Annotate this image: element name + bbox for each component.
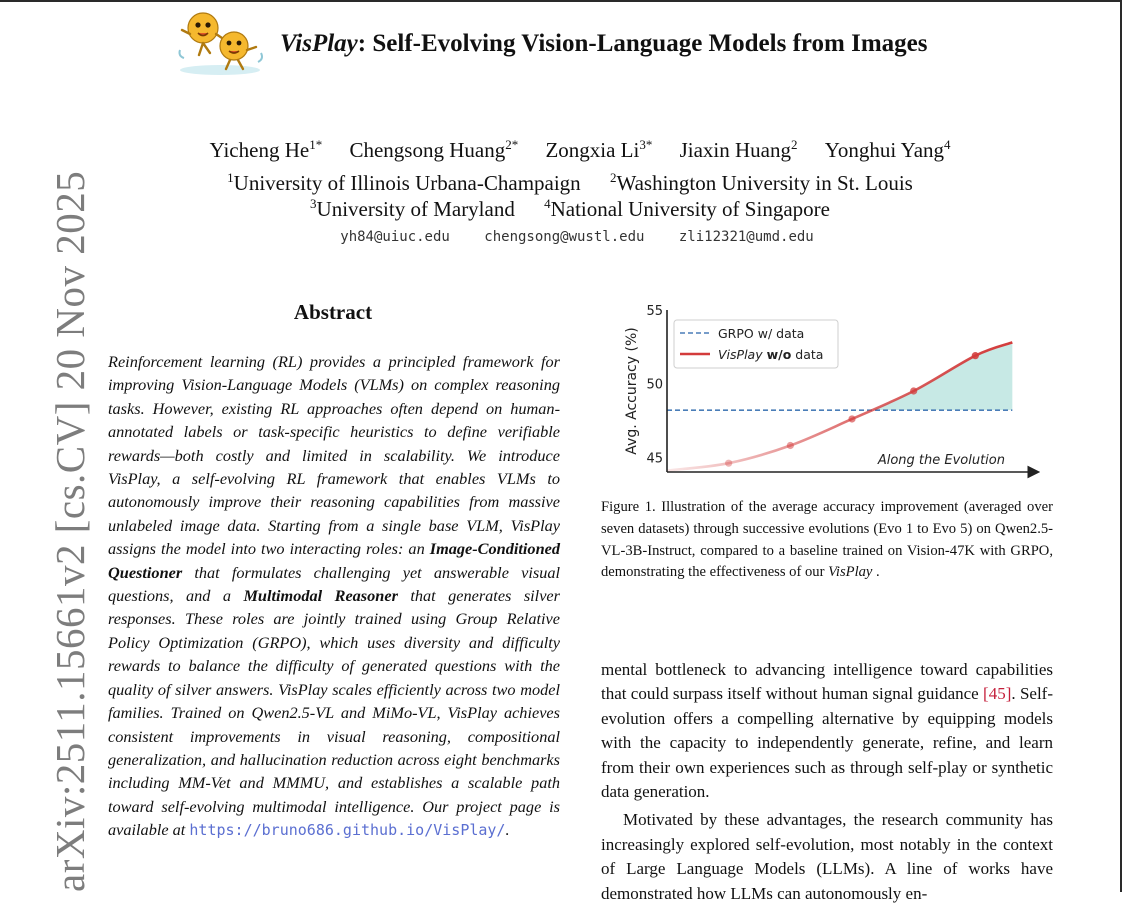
email[interactable]: zli12321@umd.edu [678,229,814,245]
project-page-link[interactable]: https://bruno686.github.io/VisPlay/ [189,821,506,840]
legend-label-visplay: VisPlay w/o data [718,347,824,362]
y-axis-label: Avg. Accuracy (%) [624,327,640,455]
author: Yicheng $He^{1*}$ [209,137,323,162]
affiliation-line-2 [0,196,1122,222]
author: Zongxia $Li^{3*}$ [545,137,653,162]
email-list [0,229,1122,245]
intro-text [601,658,1053,906]
evolution-point [848,415,855,422]
evolution-point [725,460,732,467]
author-list [0,137,1122,163]
email[interactable]: chengsong@wustl.edu [484,229,645,245]
abstract-text: Reinforcement learning (RL) provides a principled framework for improving Vision-Language Models (VLMs) on complex reasoning tasks. However, existing RL approaches often depend on human-annotated labels or task-specific heuristics to define verifiable rewards—both costly and limited in scalability. We introduce VisPlay, a self-evolving RL framework that enables VLMs to autonomously improve their reasoning capabilities from massive unlabeled image data. Starting from a single base VLM, VisPlay assigns the model into two interacting roles: an Image-Conditioned Questioner that formulates challenging yet answerable visual questions, and a Multimodal Reasoner that generates silver responses. These roles are jointly trained using Group Relative Policy Optimization (GRPO), which uses diversity and difficulty rewards to balance the difficulty of generated questions with the quality of silver answers. VisPlay scales efficiently across two model families. Trained on Qwen2.5-VL and MiMo-VL, VisPlay achieves consistent improvements in visual reasoning, compositional generalization, and hallucination reduction across eight benchmarks including MM-Vet and MMMU, and establishes a scalable path toward self-evolving multimodal intelligence. Our project page is available at https://bruno686.github.io/VisPlay/. [108,352,560,840]
role-reasoner: Multimodal Reasoner [243,586,398,606]
title-rest: : Self-Evolving Vision-Language Models from Images [357,30,928,57]
author: Yonghui Yang$^4$ [824,137,951,162]
affiliation-line-1 [0,170,1122,196]
evolution-point [972,352,979,359]
chart-legend [674,320,838,368]
y-tick-label: 45 [646,451,663,467]
evolution-point [787,442,794,449]
abstract-heading: Abstract [293,300,373,324]
intro-paragraph: Motivated by these advantages, the research community has increasingly explored self-evolution, most notably in the context of Large Language Models (LLMs). A line of works have demonstrated how LLMs can autonomously en- [601,810,1053,903]
arxiv-identifier: arXiv:2511.15661v2 [cs.CV] 20 Nov 2025 [47,170,93,892]
affiliation: $^1$University of Illinois Urbana-Champaign [227,170,581,195]
mascot-logo-icon [170,6,270,78]
author: Jiaxin Huang$^2$ [679,137,798,162]
paper-title [280,30,928,58]
x-axis-label: Along the Evolution [877,453,1005,468]
affiliation: $^4$National University of Singapore [544,196,830,221]
y-tick-label: 55 [646,304,663,319]
citation-link[interactable]: [45] [983,684,1012,704]
intro-paragraph: mental bottleneck to advancing intelligence toward capabilities that could surpass itself without human signal guidance [45]. Self-evolution offers a compelling alternative by equipping models with the capacity to independently generate, refine, and learn from their own experiences such as through self-play or synthetic data generation. [601,660,1053,802]
affiliation: $^2$Washington University in St. Louis [609,170,913,195]
email[interactable]: yh84@uiuc.edu [340,229,450,245]
title-name: VisPlay [280,30,358,57]
affiliation: $^3$University of Maryland [310,196,515,221]
page-top-border [0,0,1122,2]
legend-label-baseline: GRPO w/ data [718,326,805,341]
accuracy-chart [612,300,1052,480]
author: Chengsong Huang$^{2*}$ [349,137,519,162]
role-questioner: Image-Conditioned Questioner [108,539,560,582]
figure-1 [612,300,1052,480]
evolution-point [910,387,917,394]
y-tick-label: 50 [646,377,663,393]
figure-caption: Figure 1. Illustration of the average accuracy improvement (averaged over seven datasets) through successive evolutions (Evo 1 to Evo 5) on Qwen2.5-VL-3B-Instruct, compared to a baseline trained on Vision-47K with GRPO, demonstrating the effectiveness of our VisPlay . [601,499,1053,581]
